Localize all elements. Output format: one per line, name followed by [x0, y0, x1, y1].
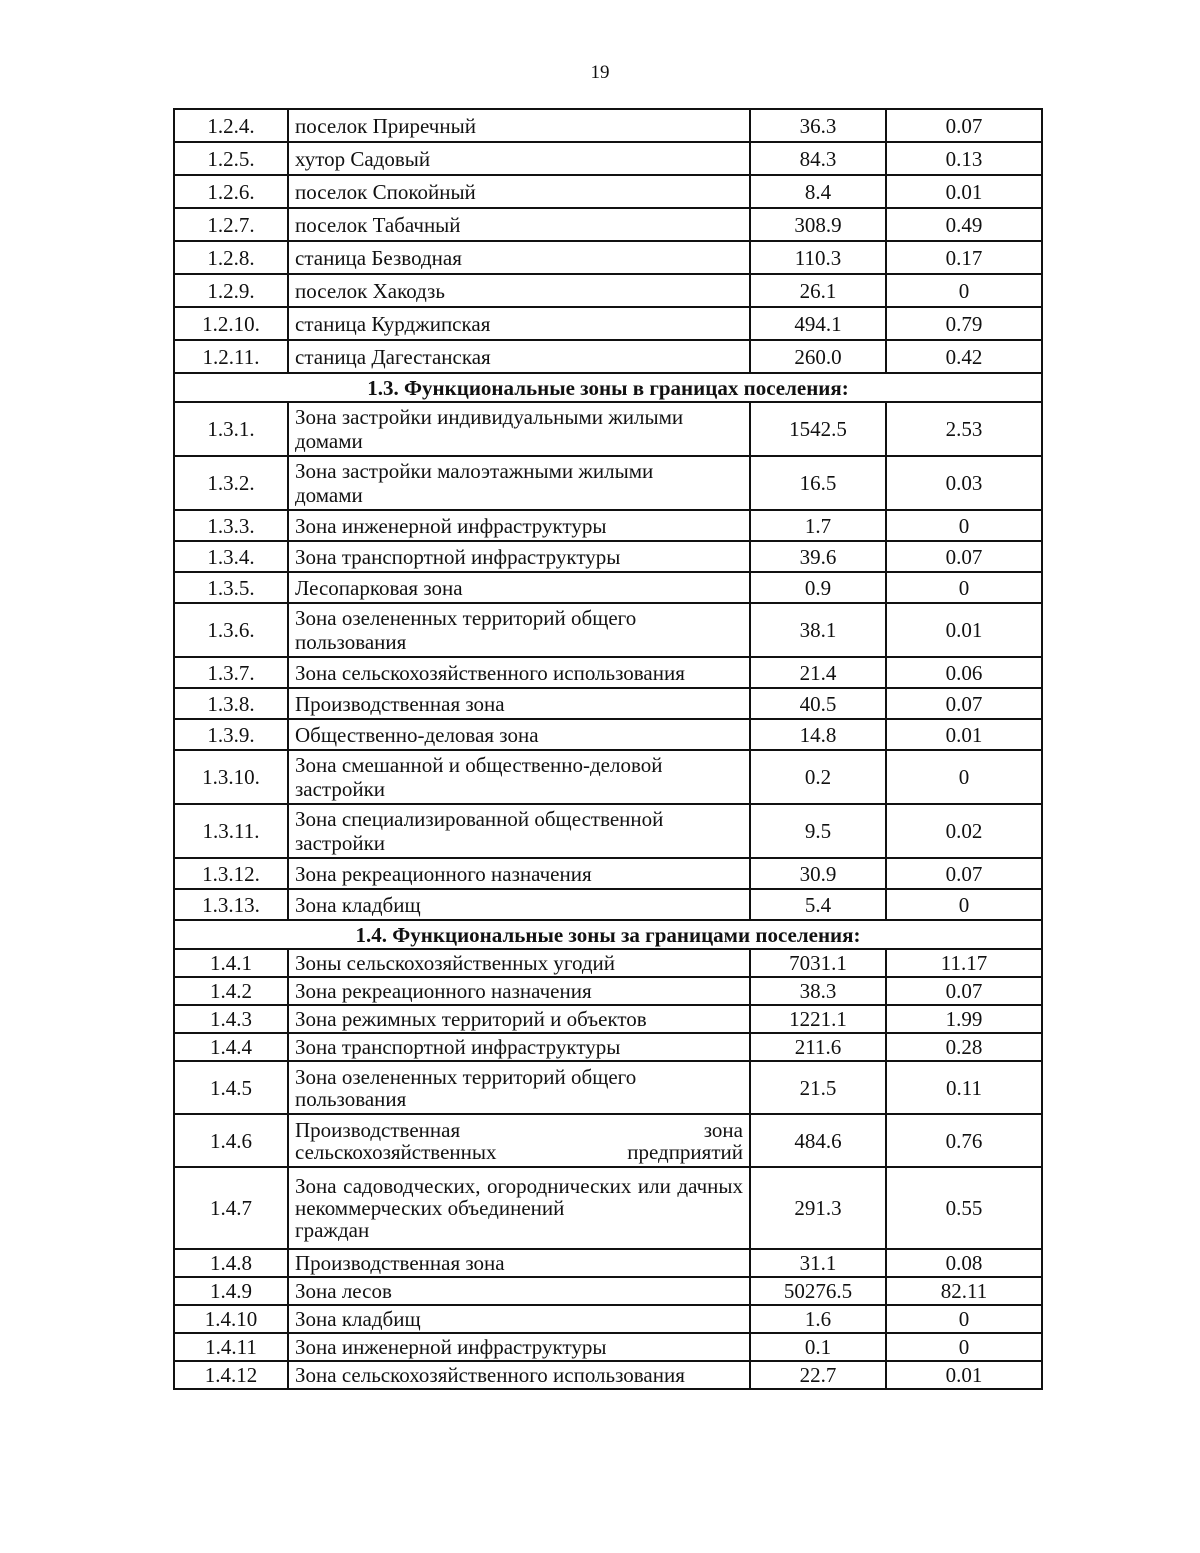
row-number: 1.4.5 [174, 1061, 288, 1114]
area-value: 30.9 [750, 858, 886, 889]
row-number: 1.4.9 [174, 1277, 288, 1305]
area-value: 38.1 [750, 603, 886, 657]
zone-name: Зона инженерной инфраструктуры [288, 1333, 750, 1361]
area-value: 484.6 [750, 1114, 886, 1167]
area-value: 14.8 [750, 719, 886, 750]
zone-name-line1: Зона смешанной и общественно-деловой [295, 753, 663, 777]
area-value: 0.2 [750, 750, 886, 804]
zone-name-line2: домами [295, 483, 363, 507]
zone-name: Производственная зона [288, 688, 750, 719]
area-value: 40.5 [750, 688, 886, 719]
area-value: 9.5 [750, 804, 886, 858]
zone-name: станица Безводная [288, 241, 750, 274]
area-value: 0.1 [750, 1333, 886, 1361]
percent-value: 82.11 [886, 1277, 1042, 1305]
table-row [174, 340, 1042, 373]
zone-name-line1: Зона застройки индивидуальными жилыми [295, 405, 684, 429]
percent-value: 0.07 [886, 541, 1042, 572]
table-row [174, 889, 1042, 920]
zone-name: Зона сельскохозяйственного использования [288, 1361, 750, 1389]
percent-value: 0.07 [886, 858, 1042, 889]
percent-value: 0.79 [886, 307, 1042, 340]
area-value: 1.6 [750, 1305, 886, 1333]
zone-name: Зона рекреационного назначения [288, 858, 750, 889]
zone-name: станица Дагестанская [288, 340, 750, 373]
percent-value: 0.55 [886, 1167, 1042, 1249]
row-number: 1.2.11. [174, 340, 288, 373]
zone-name: Зона инженерной инфраструктуры [288, 510, 750, 541]
row-number: 1.3.11. [174, 804, 288, 858]
row-number: 1.4.8 [174, 1249, 288, 1277]
percent-value: 0 [886, 750, 1042, 804]
row-number: 1.3.10. [174, 750, 288, 804]
percent-value: 0 [886, 510, 1042, 541]
percent-value: 0 [886, 889, 1042, 920]
percent-value: 0.06 [886, 657, 1042, 688]
row-number: 1.3.13. [174, 889, 288, 920]
area-value: 8.4 [750, 175, 886, 208]
table-row [174, 510, 1042, 541]
percent-value: 0.01 [886, 719, 1042, 750]
percent-value: 0 [886, 572, 1042, 603]
zone-name [288, 603, 750, 657]
row-number: 1.3.1. [174, 402, 288, 456]
row-number: 1.3.6. [174, 603, 288, 657]
zone-name [288, 402, 750, 456]
table-row [174, 1249, 1042, 1277]
zone-name: Зоны сельскохозяйственных угодий [288, 949, 750, 977]
row-number: 1.2.5. [174, 142, 288, 175]
zone-name: Зона сельскохозяйственного использования [288, 657, 750, 688]
area-value: 1.7 [750, 510, 886, 541]
zone-name: Зона транспортной инфраструктуры [288, 541, 750, 572]
zone-name [288, 1061, 750, 1114]
table-row [174, 142, 1042, 175]
percent-value: 1.99 [886, 1005, 1042, 1033]
percent-value: 0.28 [886, 1033, 1042, 1061]
zone-name-line1: Зона озелененных территорий общего [295, 1064, 637, 1089]
table-row [174, 804, 1042, 858]
section-heading-1-4: 1.4. Функциональные зоны за границами поселения: [174, 920, 1042, 949]
percent-value: 0 [886, 1305, 1042, 1333]
area-value: 39.6 [750, 541, 886, 572]
area-value: 308.9 [750, 208, 886, 241]
zone-name: хутор Садовый [288, 142, 750, 175]
table-row [174, 750, 1042, 804]
table-row [174, 109, 1042, 142]
row-number: 1.4.1 [174, 949, 288, 977]
table-row [174, 1114, 1042, 1167]
percent-value: 0.07 [886, 109, 1042, 142]
area-value: 21.4 [750, 657, 886, 688]
row-number: 1.4.3 [174, 1005, 288, 1033]
zone-name: Лесопарковая зона [288, 572, 750, 603]
percent-value: 0 [886, 274, 1042, 307]
row-number: 1.3.12. [174, 858, 288, 889]
percent-value: 0.07 [886, 977, 1042, 1005]
percent-value: 0.03 [886, 456, 1042, 510]
zone-name: поселок Хакодзь [288, 274, 750, 307]
area-value: 31.1 [750, 1249, 886, 1277]
page-number: 19 [590, 62, 610, 83]
table-row [174, 307, 1042, 340]
area-value: 0.9 [750, 572, 886, 603]
area-value: 50276.5 [750, 1277, 886, 1305]
table-row [174, 241, 1042, 274]
table-row [174, 1305, 1042, 1333]
row-number: 1.2.4. [174, 109, 288, 142]
row-number: 1.3.9. [174, 719, 288, 750]
table-row [174, 1333, 1042, 1361]
zone-name-line1: Зона специализированной общественной [295, 807, 664, 831]
zone-name: Зона рекреационного назначения [288, 977, 750, 1005]
row-number: 1.2.10. [174, 307, 288, 340]
table-row [174, 1167, 1042, 1249]
table-row [174, 274, 1042, 307]
area-value: 291.3 [750, 1167, 886, 1249]
percent-value: 2.53 [886, 402, 1042, 456]
table-row [174, 456, 1042, 510]
table-row [174, 175, 1042, 208]
table-row [174, 541, 1042, 572]
table-row [174, 1033, 1042, 1061]
table-row [174, 572, 1042, 603]
table-row [174, 688, 1042, 719]
row-number: 1.4.11 [174, 1333, 288, 1361]
row-number: 1.3.2. [174, 456, 288, 510]
row-number: 1.3.8. [174, 688, 288, 719]
table-body [174, 109, 1042, 1389]
row-number: 1.3.3. [174, 510, 288, 541]
zone-name: Зона режимных территорий и объектов [288, 1005, 750, 1033]
percent-value: 0.01 [886, 1361, 1042, 1389]
percent-value: 0.01 [886, 603, 1042, 657]
row-number: 1.2.8. [174, 241, 288, 274]
table-row [174, 949, 1042, 977]
area-value: 260.0 [750, 340, 886, 373]
table-row [174, 858, 1042, 889]
zone-name-line2: граждан [295, 1218, 370, 1242]
row-number: 1.4.2 [174, 977, 288, 1005]
row-number: 1.2.7. [174, 208, 288, 241]
zone-name-line2: пользования [295, 1086, 407, 1111]
zone-name: поселок Спокойный [288, 175, 750, 208]
zone-name [288, 804, 750, 858]
area-value: 84.3 [750, 142, 886, 175]
percent-value: 11.17 [886, 949, 1042, 977]
row-number: 1.4.10 [174, 1305, 288, 1333]
area-value: 21.5 [750, 1061, 886, 1114]
area-value: 7031.1 [750, 949, 886, 977]
area-value: 1542.5 [750, 402, 886, 456]
table-row [174, 1361, 1042, 1389]
zone-name: Общественно-деловая зона [288, 719, 750, 750]
table-row [174, 1005, 1042, 1033]
zone-name [288, 456, 750, 510]
section-row [174, 373, 1042, 402]
area-value: 26.1 [750, 274, 886, 307]
zone-name [288, 1114, 750, 1167]
zone-name-line2: пользования [295, 630, 407, 654]
percent-value: 0 [886, 1333, 1042, 1361]
area-value: 16.5 [750, 456, 886, 510]
zone-name: станица Курджипская [288, 307, 750, 340]
percent-value: 0.49 [886, 208, 1042, 241]
zone-name [288, 1167, 750, 1249]
functional-zones-table [173, 108, 1043, 1390]
zone-name-line1: Производственная зона [295, 1117, 743, 1142]
percent-value: 0.08 [886, 1249, 1042, 1277]
table-row [174, 1277, 1042, 1305]
section-heading-1-3: 1.3. Функциональные зоны в границах поселения: [174, 373, 1042, 402]
row-number: 1.4.7 [174, 1167, 288, 1249]
area-value: 494.1 [750, 307, 886, 340]
zone-name-line1: Зона садоводческих, огороднических или дачных некоммерческих объединений [295, 1174, 743, 1220]
percent-value: 0.01 [886, 175, 1042, 208]
row-number: 1.3.4. [174, 541, 288, 572]
zone-name: Зона кладбищ [288, 889, 750, 920]
section-row [174, 920, 1042, 949]
row-number: 1.3.7. [174, 657, 288, 688]
zone-name-line2: сельскохозяйственных предприятий [295, 1139, 743, 1164]
table-row [174, 208, 1042, 241]
zone-name-line1: Зона застройки малоэтажными жилыми [295, 459, 654, 483]
zone-name: поселок Приречный [288, 109, 750, 142]
table-row [174, 657, 1042, 688]
area-value: 22.7 [750, 1361, 886, 1389]
zone-name-line2: застройки [295, 831, 386, 855]
table-row [174, 1061, 1042, 1114]
percent-value: 0.02 [886, 804, 1042, 858]
table-row [174, 603, 1042, 657]
zone-name-line1: Зона озелененных территорий общего [295, 606, 637, 630]
zone-name-line2: домами [295, 429, 363, 453]
row-number: 1.4.4 [174, 1033, 288, 1061]
percent-value: 0.76 [886, 1114, 1042, 1167]
area-value: 110.3 [750, 241, 886, 274]
area-value: 36.3 [750, 109, 886, 142]
area-value: 1221.1 [750, 1005, 886, 1033]
zone-name: Зона лесов [288, 1277, 750, 1305]
percent-value: 0.13 [886, 142, 1042, 175]
zone-name: Зона транспортной инфраструктуры [288, 1033, 750, 1061]
percent-value: 0.07 [886, 688, 1042, 719]
area-value: 38.3 [750, 977, 886, 1005]
zone-name: Зона кладбищ [288, 1305, 750, 1333]
zone-name [288, 750, 750, 804]
table-row [174, 719, 1042, 750]
table-row [174, 402, 1042, 456]
row-number: 1.3.5. [174, 572, 288, 603]
zone-name-line2: застройки [295, 777, 386, 801]
row-number: 1.4.12 [174, 1361, 288, 1389]
area-value: 211.6 [750, 1033, 886, 1061]
row-number: 1.4.6 [174, 1114, 288, 1167]
percent-value: 0.42 [886, 340, 1042, 373]
zone-name: поселок Табачный [288, 208, 750, 241]
percent-value: 0.11 [886, 1061, 1042, 1114]
zone-name: Производственная зона [288, 1249, 750, 1277]
row-number: 1.2.6. [174, 175, 288, 208]
percent-value: 0.17 [886, 241, 1042, 274]
row-number: 1.2.9. [174, 274, 288, 307]
area-value: 5.4 [750, 889, 886, 920]
table-row [174, 977, 1042, 1005]
